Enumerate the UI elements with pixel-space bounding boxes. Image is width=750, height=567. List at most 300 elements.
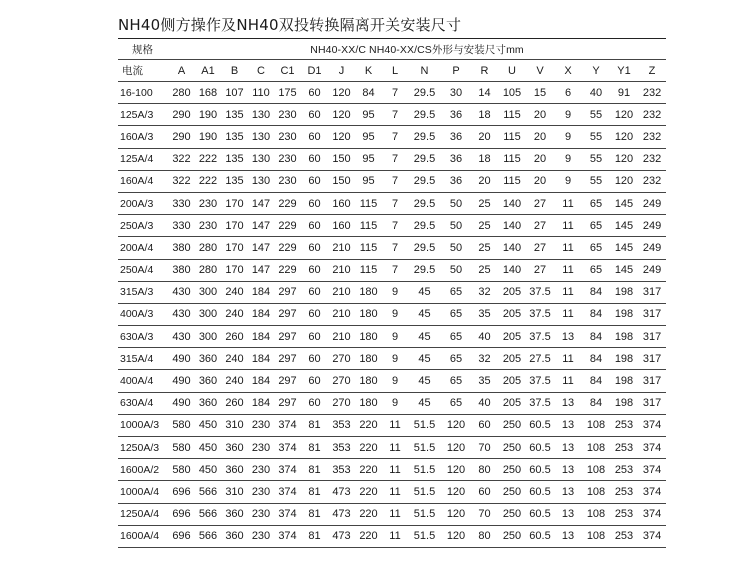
table-cell: 140 xyxy=(498,215,526,237)
table-cell: 27 xyxy=(526,259,554,281)
table-cell: 140 xyxy=(498,237,526,259)
table-cell: 108 xyxy=(582,503,610,525)
table-cell: 232 xyxy=(638,82,666,104)
table-cell: 60 xyxy=(301,370,328,392)
table-cell: 36 xyxy=(441,148,471,170)
table-cell: 108 xyxy=(582,481,610,503)
table-cell: 95 xyxy=(355,170,382,192)
table-cell: 229 xyxy=(274,215,301,237)
table-cell: 65 xyxy=(441,281,471,303)
column-header: A1 xyxy=(195,60,221,82)
table-cell: 84 xyxy=(582,326,610,348)
table-cell: 120 xyxy=(328,126,355,148)
table-cell: 130 xyxy=(248,104,274,126)
table-cell: 13 xyxy=(554,326,582,348)
column-header: R xyxy=(471,60,498,82)
table-cell: 81 xyxy=(301,459,328,481)
row-label: 200A/4 xyxy=(118,237,168,259)
table-cell: 81 xyxy=(301,437,328,459)
table-cell: 175 xyxy=(274,82,301,104)
table-cell: 168 xyxy=(195,82,221,104)
table-cell: 135 xyxy=(221,148,248,170)
table-cell: 37.5 xyxy=(526,303,554,325)
spec-header: NH40-XX/C NH40-XX/CS外形与安装尺寸mm xyxy=(168,39,666,60)
table-cell: 230 xyxy=(274,126,301,148)
table-cell: 130 xyxy=(248,126,274,148)
table-cell: 50 xyxy=(441,259,471,281)
table-cell: 300 xyxy=(195,303,221,325)
table-cell: 51.5 xyxy=(408,459,441,481)
table-cell: 7 xyxy=(382,148,408,170)
table-cell: 317 xyxy=(638,392,666,414)
table-cell: 37.5 xyxy=(526,326,554,348)
table-cell: 115 xyxy=(355,237,382,259)
table-cell: 60 xyxy=(301,215,328,237)
table-cell: 290 xyxy=(168,104,195,126)
table-cell: 140 xyxy=(498,259,526,281)
table-cell: 11 xyxy=(554,192,582,214)
table-cell: 210 xyxy=(328,237,355,259)
table-cell: 30 xyxy=(441,82,471,104)
table-cell: 110 xyxy=(248,82,274,104)
column-header: K xyxy=(355,60,382,82)
table-cell: 60 xyxy=(301,281,328,303)
table-cell: 108 xyxy=(582,414,610,436)
table-cell: 9 xyxy=(382,370,408,392)
row-label: 1250A/3 xyxy=(118,437,168,459)
table-cell: 80 xyxy=(471,525,498,547)
table-cell: 170 xyxy=(221,237,248,259)
table-cell: 317 xyxy=(638,326,666,348)
table-cell: 297 xyxy=(274,281,301,303)
table-cell: 9 xyxy=(382,348,408,370)
column-header: P xyxy=(441,60,471,82)
table-cell: 220 xyxy=(355,459,382,481)
table-row xyxy=(118,437,666,459)
table-cell: 11 xyxy=(554,303,582,325)
table-row xyxy=(118,392,666,414)
table-cell: 147 xyxy=(248,215,274,237)
table-cell: 25 xyxy=(471,192,498,214)
table-cell: 9 xyxy=(554,170,582,192)
table-cell: 20 xyxy=(471,170,498,192)
column-header: J xyxy=(328,60,355,82)
table-row xyxy=(118,104,666,126)
table-cell: 51.5 xyxy=(408,437,441,459)
table-cell: 160 xyxy=(328,215,355,237)
table-cell: 25 xyxy=(471,237,498,259)
table-cell: 230 xyxy=(248,525,274,547)
table-cell: 45 xyxy=(408,303,441,325)
table-cell: 95 xyxy=(355,126,382,148)
table-cell: 120 xyxy=(328,104,355,126)
column-header: V xyxy=(526,60,554,82)
table-cell: 120 xyxy=(610,126,638,148)
table-cell: 147 xyxy=(248,192,274,214)
table-cell: 45 xyxy=(408,281,441,303)
table-cell: 13 xyxy=(554,459,582,481)
table-row xyxy=(118,303,666,325)
table-cell: 120 xyxy=(441,525,471,547)
table-cell: 205 xyxy=(498,303,526,325)
table-cell: 11 xyxy=(382,525,408,547)
table-cell: 50 xyxy=(441,192,471,214)
table-cell: 450 xyxy=(195,459,221,481)
table-cell: 105 xyxy=(498,82,526,104)
column-header: X xyxy=(554,60,582,82)
table-cell: 7 xyxy=(382,82,408,104)
table-cell: 37.5 xyxy=(526,281,554,303)
table-cell: 205 xyxy=(498,348,526,370)
table-cell: 84 xyxy=(582,370,610,392)
table-cell: 180 xyxy=(355,348,382,370)
table-cell: 18 xyxy=(471,148,498,170)
table-cell: 120 xyxy=(328,82,355,104)
table-cell: 253 xyxy=(610,437,638,459)
table-cell: 490 xyxy=(168,348,195,370)
table-cell: 205 xyxy=(498,392,526,414)
table-cell: 473 xyxy=(328,481,355,503)
column-header: U xyxy=(498,60,526,82)
table-cell: 36 xyxy=(441,170,471,192)
table-cell: 317 xyxy=(638,370,666,392)
table-cell: 9 xyxy=(382,392,408,414)
table-cell: 13 xyxy=(554,525,582,547)
table-cell: 317 xyxy=(638,348,666,370)
table-cell: 60 xyxy=(301,348,328,370)
table-cell: 198 xyxy=(610,326,638,348)
table-cell: 81 xyxy=(301,525,328,547)
table-cell: 27.5 xyxy=(526,348,554,370)
table-cell: 198 xyxy=(610,281,638,303)
table-cell: 9 xyxy=(554,126,582,148)
table-cell: 84 xyxy=(355,82,382,104)
table-cell: 696 xyxy=(168,525,195,547)
table-cell: 253 xyxy=(610,503,638,525)
table-cell: 108 xyxy=(582,437,610,459)
table-cell: 230 xyxy=(248,503,274,525)
table-cell: 250 xyxy=(498,414,526,436)
table-cell: 250 xyxy=(498,503,526,525)
table-cell: 260 xyxy=(221,392,248,414)
table-row xyxy=(118,281,666,303)
table-cell: 18 xyxy=(471,104,498,126)
table-cell: 7 xyxy=(382,170,408,192)
table-cell: 240 xyxy=(221,303,248,325)
table-cell: 80 xyxy=(471,459,498,481)
table-cell: 13 xyxy=(554,437,582,459)
table-cell: 696 xyxy=(168,503,195,525)
table-cell: 374 xyxy=(274,459,301,481)
table-cell: 240 xyxy=(221,348,248,370)
row-label: 160A/3 xyxy=(118,126,168,148)
table-cell: 51.5 xyxy=(408,414,441,436)
table-cell: 11 xyxy=(382,437,408,459)
table-cell: 232 xyxy=(638,104,666,126)
table-cell: 150 xyxy=(328,170,355,192)
table-cell: 7 xyxy=(382,104,408,126)
table-cell: 60 xyxy=(301,104,328,126)
table-cell: 81 xyxy=(301,414,328,436)
table-cell: 222 xyxy=(195,170,221,192)
table-cell: 253 xyxy=(610,525,638,547)
table-cell: 170 xyxy=(221,215,248,237)
table-cell: 120 xyxy=(441,414,471,436)
current-label: 电流 xyxy=(118,60,168,82)
table-cell: 9 xyxy=(554,148,582,170)
table-cell: 15 xyxy=(526,82,554,104)
table-cell: 580 xyxy=(168,437,195,459)
row-label: 400A/3 xyxy=(118,303,168,325)
row-label: 1000A/4 xyxy=(118,481,168,503)
row-label: 1000A/3 xyxy=(118,414,168,436)
table-cell: 29.5 xyxy=(408,104,441,126)
table-cell: 120 xyxy=(441,481,471,503)
table-cell: 230 xyxy=(274,104,301,126)
table-cell: 170 xyxy=(221,259,248,281)
table-cell: 220 xyxy=(355,481,382,503)
table-row xyxy=(118,326,666,348)
table-cell: 27 xyxy=(526,192,554,214)
table-cell: 11 xyxy=(554,215,582,237)
table-cell: 360 xyxy=(221,525,248,547)
table-cell: 13 xyxy=(554,481,582,503)
table-cell: 232 xyxy=(638,148,666,170)
table-cell: 9 xyxy=(382,326,408,348)
table-cell: 300 xyxy=(195,281,221,303)
table-cell: 107 xyxy=(221,82,248,104)
table-cell: 140 xyxy=(498,192,526,214)
table-cell: 11 xyxy=(554,237,582,259)
table-cell: 65 xyxy=(441,370,471,392)
row-label: 250A/4 xyxy=(118,259,168,281)
table-cell: 210 xyxy=(328,303,355,325)
table-cell: 249 xyxy=(638,192,666,214)
table-cell: 374 xyxy=(274,525,301,547)
row-label: 630A/4 xyxy=(118,392,168,414)
table-cell: 253 xyxy=(610,459,638,481)
table-cell: 322 xyxy=(168,148,195,170)
table-cell: 190 xyxy=(195,126,221,148)
table-cell: 374 xyxy=(638,481,666,503)
table-cell: 450 xyxy=(195,414,221,436)
row-label: 125A/4 xyxy=(118,148,168,170)
table-cell: 130 xyxy=(248,170,274,192)
table-cell: 297 xyxy=(274,392,301,414)
table-cell: 65 xyxy=(582,192,610,214)
table-cell: 580 xyxy=(168,414,195,436)
table-cell: 120 xyxy=(610,170,638,192)
table-cell: 249 xyxy=(638,215,666,237)
table-cell: 198 xyxy=(610,392,638,414)
table-cell: 184 xyxy=(248,281,274,303)
table-cell: 55 xyxy=(582,126,610,148)
table-cell: 220 xyxy=(355,503,382,525)
column-header: B xyxy=(221,60,248,82)
table-cell: 250 xyxy=(498,481,526,503)
table-cell: 29.5 xyxy=(408,237,441,259)
table-cell: 240 xyxy=(221,370,248,392)
table-cell: 450 xyxy=(195,437,221,459)
table-cell: 65 xyxy=(441,303,471,325)
table-cell: 230 xyxy=(248,437,274,459)
table-cell: 297 xyxy=(274,348,301,370)
table-cell: 13 xyxy=(554,503,582,525)
table-cell: 310 xyxy=(221,414,248,436)
table-cell: 230 xyxy=(195,215,221,237)
table-cell: 29.5 xyxy=(408,126,441,148)
document-title: NH40侧方操作及NH40双投转换隔离开关安装尺寸 xyxy=(118,16,462,34)
table-cell: 374 xyxy=(638,414,666,436)
table-cell: 566 xyxy=(195,481,221,503)
row-label: 250A/3 xyxy=(118,215,168,237)
table-cell: 290 xyxy=(168,126,195,148)
table-cell: 27 xyxy=(526,237,554,259)
table-cell: 145 xyxy=(610,215,638,237)
table-cell: 32 xyxy=(471,281,498,303)
table-cell: 180 xyxy=(355,370,382,392)
table-cell: 37.5 xyxy=(526,392,554,414)
table-cell: 35 xyxy=(471,303,498,325)
table-cell: 115 xyxy=(498,126,526,148)
table-cell: 84 xyxy=(582,392,610,414)
table-cell: 40 xyxy=(471,392,498,414)
table-cell: 65 xyxy=(441,392,471,414)
table-cell: 184 xyxy=(248,303,274,325)
table-row xyxy=(118,370,666,392)
table-cell: 147 xyxy=(248,237,274,259)
table-cell: 566 xyxy=(195,503,221,525)
table-cell: 81 xyxy=(301,503,328,525)
table-cell: 317 xyxy=(638,303,666,325)
row-label: 16-100 xyxy=(118,82,168,104)
table-cell: 310 xyxy=(221,481,248,503)
table-cell: 60 xyxy=(301,303,328,325)
table-cell: 84 xyxy=(582,303,610,325)
table-cell: 11 xyxy=(382,503,408,525)
table-cell: 32 xyxy=(471,348,498,370)
table-cell: 70 xyxy=(471,503,498,525)
table-cell: 51.5 xyxy=(408,503,441,525)
table-cell: 270 xyxy=(328,348,355,370)
column-header: A xyxy=(168,60,195,82)
table-cell: 115 xyxy=(355,259,382,281)
table-cell: 84 xyxy=(582,348,610,370)
column-header: C xyxy=(248,60,274,82)
column-header: L xyxy=(382,60,408,82)
table-cell: 20 xyxy=(526,148,554,170)
table-cell: 580 xyxy=(168,459,195,481)
table-cell: 360 xyxy=(221,503,248,525)
table-cell: 490 xyxy=(168,370,195,392)
table-cell: 70 xyxy=(471,437,498,459)
table-cell: 36 xyxy=(441,104,471,126)
table-cell: 430 xyxy=(168,303,195,325)
table-row xyxy=(118,459,666,481)
column-header: C1 xyxy=(274,60,301,82)
table-cell: 65 xyxy=(441,326,471,348)
table-cell: 130 xyxy=(248,148,274,170)
table-cell: 108 xyxy=(582,525,610,547)
table-cell: 20 xyxy=(526,126,554,148)
table-cell: 353 xyxy=(328,459,355,481)
table-cell: 11 xyxy=(554,348,582,370)
table-cell: 60 xyxy=(301,392,328,414)
table-cell: 55 xyxy=(582,104,610,126)
table-row xyxy=(118,481,666,503)
table-cell: 230 xyxy=(195,192,221,214)
table-cell: 300 xyxy=(195,326,221,348)
table-cell: 374 xyxy=(638,503,666,525)
table-cell: 490 xyxy=(168,392,195,414)
table-cell: 180 xyxy=(355,303,382,325)
table-cell: 253 xyxy=(610,481,638,503)
table-cell: 230 xyxy=(248,414,274,436)
table-cell: 11 xyxy=(554,370,582,392)
table-cell: 230 xyxy=(248,459,274,481)
table-cell: 249 xyxy=(638,237,666,259)
table-cell: 29.5 xyxy=(408,170,441,192)
table-row xyxy=(118,82,666,104)
table-cell: 232 xyxy=(638,126,666,148)
table-cell: 220 xyxy=(355,437,382,459)
table-row xyxy=(118,525,666,547)
row-label: 200A/3 xyxy=(118,192,168,214)
table-cell: 65 xyxy=(441,348,471,370)
table-row xyxy=(118,215,666,237)
table-cell: 229 xyxy=(274,192,301,214)
table-row xyxy=(118,414,666,436)
table-cell: 374 xyxy=(638,437,666,459)
table-cell: 55 xyxy=(582,170,610,192)
table-cell: 65 xyxy=(582,215,610,237)
table-cell: 353 xyxy=(328,437,355,459)
table-cell: 230 xyxy=(274,170,301,192)
table-cell: 60 xyxy=(301,259,328,281)
table-cell: 60 xyxy=(471,481,498,503)
table-cell: 374 xyxy=(274,414,301,436)
table-cell: 374 xyxy=(638,525,666,547)
row-label: 1250A/4 xyxy=(118,503,168,525)
table-cell: 120 xyxy=(441,459,471,481)
table-cell: 11 xyxy=(554,281,582,303)
table-cell: 84 xyxy=(582,281,610,303)
table-row xyxy=(118,192,666,214)
table-cell: 20 xyxy=(526,170,554,192)
table-cell: 37.5 xyxy=(526,370,554,392)
table-cell: 198 xyxy=(610,303,638,325)
table-cell: 60.5 xyxy=(526,459,554,481)
table-cell: 14 xyxy=(471,82,498,104)
table-cell: 6 xyxy=(554,82,582,104)
table-cell: 297 xyxy=(274,326,301,348)
table-cell: 91 xyxy=(610,82,638,104)
table-cell: 145 xyxy=(610,192,638,214)
table-cell: 260 xyxy=(221,326,248,348)
table-cell: 270 xyxy=(328,370,355,392)
table-cell: 473 xyxy=(328,503,355,525)
row-label: 1600A/2 xyxy=(118,459,168,481)
row-label: 315A/4 xyxy=(118,348,168,370)
table-cell: 40 xyxy=(582,82,610,104)
table-cell: 60.5 xyxy=(526,503,554,525)
table-cell: 184 xyxy=(248,326,274,348)
table-cell: 11 xyxy=(554,259,582,281)
table-cell: 27 xyxy=(526,215,554,237)
table-cell: 150 xyxy=(328,148,355,170)
table-cell: 380 xyxy=(168,237,195,259)
table-cell: 60.5 xyxy=(526,481,554,503)
